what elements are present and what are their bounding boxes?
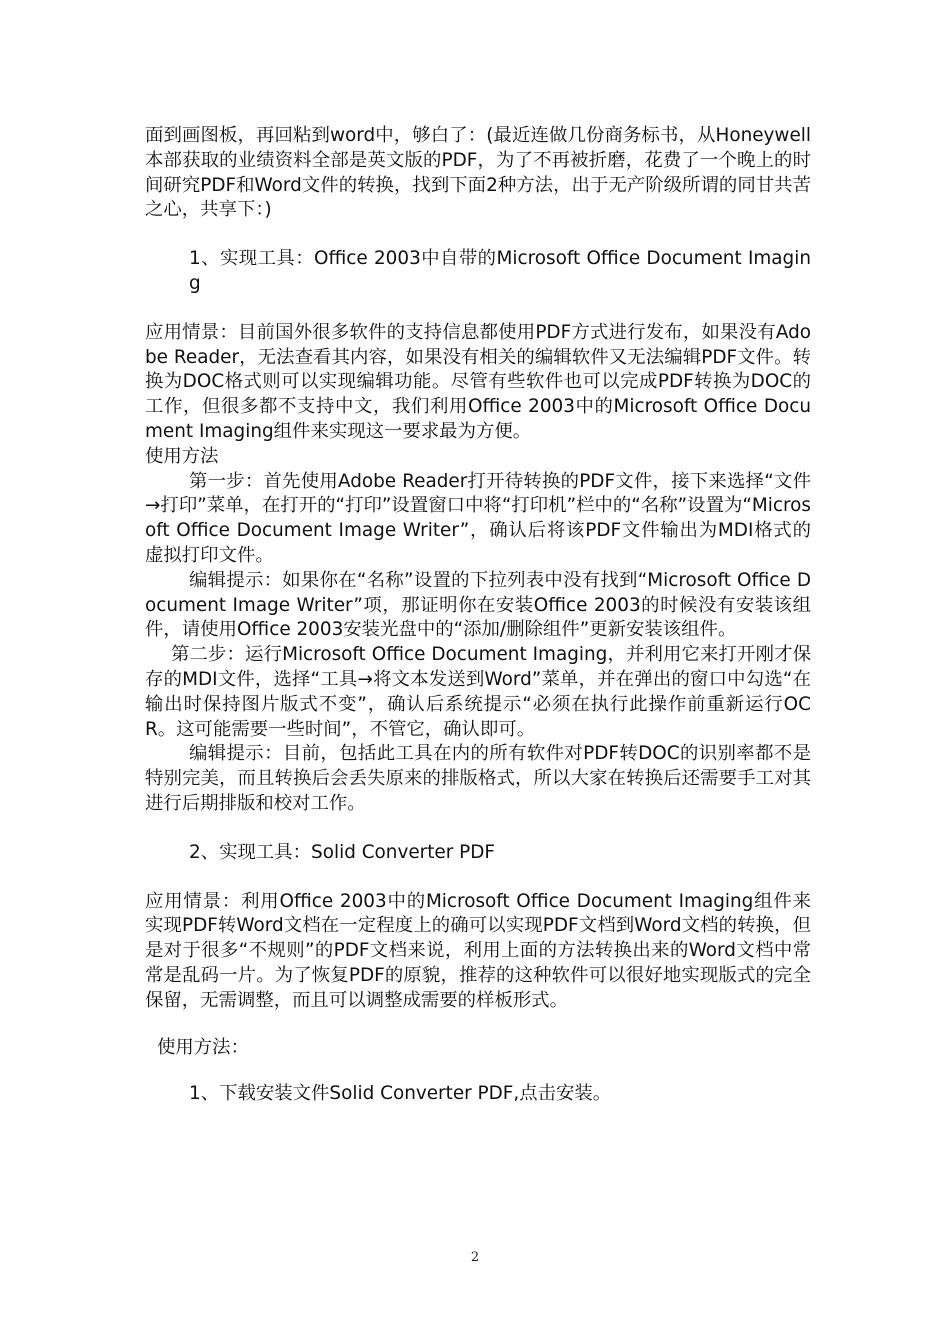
section-heading-2: 2、实现工具：Solid Converter PDF: [189, 841, 495, 863]
section-heading-1: 1、实现工具：Office 2003中自带的Microsoft Office Document Imaging: [189, 248, 811, 294]
usage-heading-2: 使用方法：: [157, 1036, 249, 1058]
install-step-1: 1、下载安装文件Solid Converter PDF,点击安装。: [189, 1083, 612, 1105]
document-body: [145, 124, 811, 1107]
step-2-paragraph: 第二步：运行Microsoft Office Document Imaging，并利用它来打开刚才保存的MDI文件，选择“工具→将文本发送到Word”菜单，并在弹出的窗口中勾选“在输出时保持图片版式不变”，确认后系统提示“必须在执行此操作前重新运行OCR。这可能需要一些时间”，不管它，确认即可。: [145, 644, 811, 740]
scenario-paragraph-2: 应用情景：利用Office 2003中的Microsoft Office Document Imaging组件来实现PDF转Word文档在一定程度上的确可以实现PDF文档到Word文档的转换，但是对于很多“不规则”的PDF文档来说，利用上面的方法转换出来的Word文档中常常是乱码一片。为了恢复PDF的原貌，推荐的这种软件可以很好地实现版式的完全保留，无需调整，而且可以调整成需要的样板形式。: [145, 890, 811, 1011]
edit-tip-2: 编辑提示：目前，包括此工具在内的所有软件对PDF转DOC的识别率都不是特别完美，而且转换后会丢失原来的排版格式，所以大家在转换后还需要手工对其进行后期排版和校对工作。: [145, 743, 811, 814]
usage-heading-1: 使用方法: [145, 445, 219, 467]
edit-tip-1: 编辑提示：如果你在“名称”设置的下拉列表中没有找到“Microsoft Office Document Image Writer”项，那证明你在安装Office 2003的时候没有安装该组件，请使用Office 2003安装光盘中的“添加/删除组件”更新安装该组件。: [145, 569, 811, 641]
page-number: 2: [470, 1250, 480, 1265]
scenario-paragraph-1: 应用情景：目前国外很多软件的支持信息都使用PDF方式进行发布，如果没有Adobe Reader，无法查看其内容，如果没有相关的编辑软件又无法编辑PDF文件。转换为DOC格式则可以实现编辑功能。尽管有些软件也可以完成PDF转换为DOC的工作，但很多都不支持中文，我们利用Office 2003中的Microsoft Office Document Imaging组件来实现这一要求最为方便。: [145, 321, 811, 442]
step-1-paragraph: 第一步：首先使用Adobe Reader打开待转换的PDF文件，接下来选择“文件→打印”菜单，在打开的“打印”设置窗口中将“打印机”栏中的“名称”设置为“Microsoft Office Document Image Writer”，确认后将该PDF文件输出为MDI格式的虚拟打印文件。: [145, 470, 811, 566]
intro-paragraph: 面到画图板，再回粘到word中，够白了：(最近连做几份商务标书，从Honeywell本部获取的业绩资料全部是英文版的PDF，为了不再被折磨，花费了一个晚上的时间研究PDF和Word文件的转换，找到下面2种方法，出于无产阶级所谓的同甘共苦之心，共享下：): [145, 125, 811, 221]
